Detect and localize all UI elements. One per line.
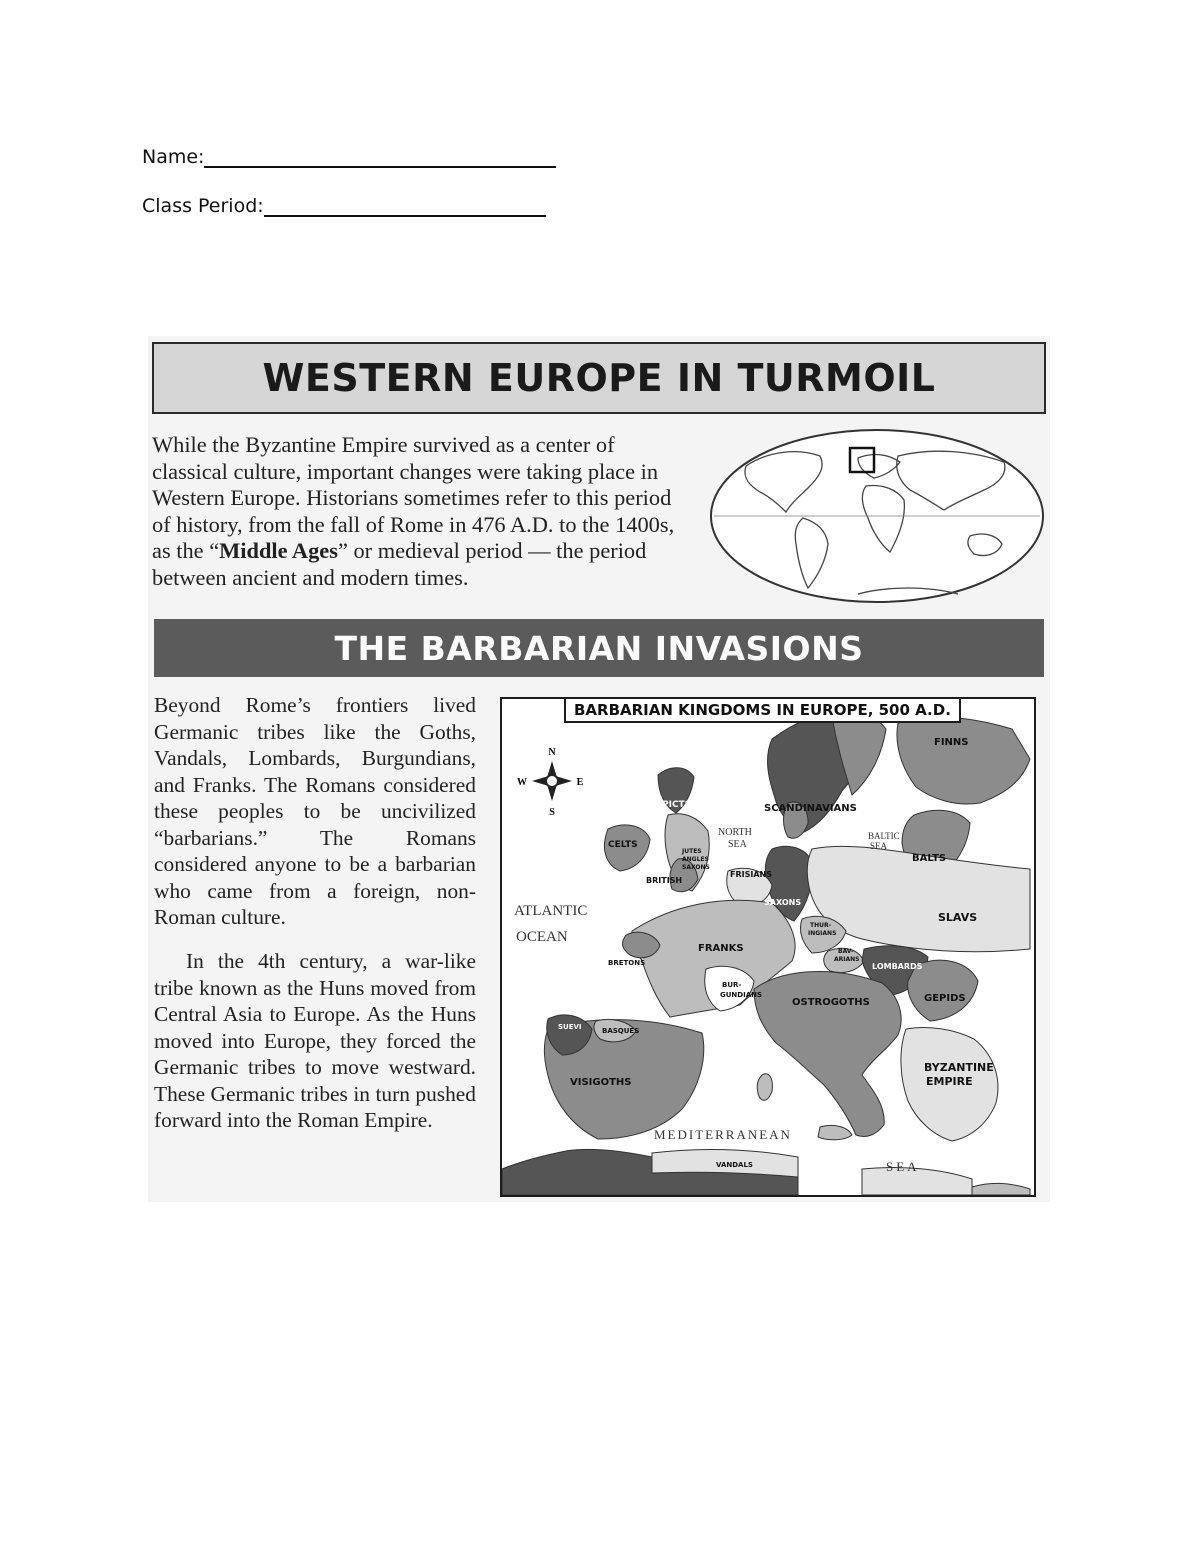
ocean-label: OCEAN — [516, 929, 568, 945]
franks-label: FRANKS — [698, 943, 744, 954]
british-label: BRITISH — [646, 876, 683, 885]
slavs-label: SLAVS — [938, 911, 978, 924]
jutes-label: JUTES — [682, 848, 702, 855]
name-field[interactable] — [142, 146, 556, 168]
ostrogoths-label: OSTROGOTHS — [792, 997, 870, 1008]
worksheet-scan — [148, 336, 1050, 1202]
intro-text-end: ” or medieval period — the period between ancient and modern times. — [152, 538, 647, 590]
class-period-field[interactable] — [142, 195, 546, 217]
byzantine-label-2: EMPIRE — [926, 1075, 973, 1088]
balts-label: BALTS — [912, 853, 947, 864]
section-banner — [154, 619, 1044, 677]
intro-bold-term: Middle Ages — [219, 538, 338, 564]
class-period-blank[interactable] — [264, 197, 546, 217]
north-sea-label-2: SEA — [728, 839, 747, 850]
class-period-label: Class Period: — [142, 195, 264, 217]
bavarians-label: BAV- — [838, 948, 854, 955]
scandinavians-label: SCANDINAVIANS — [764, 803, 857, 814]
picts-label: PICTS — [662, 800, 692, 810]
compass-rose-icon — [517, 747, 584, 818]
intro-text-start: While the Byzantine Empire survived as a center of classical culture, important changes were taking place in Western Europe. Historians sometimes refer to this period of history, from the fall of Rome in 476 A.D. to the 1400s, as the “ — [152, 432, 675, 564]
angles-label: ANGLES — [682, 856, 709, 863]
map-title: BARBARIAN KINGDOMS IN EUROPE, 500 A.D. — [564, 697, 961, 723]
north-sea-label: NORTH — [718, 827, 752, 838]
baltic-sea-label: SEA — [870, 841, 888, 851]
mediterranean-sea-label: SEA — [886, 1159, 920, 1174]
name-label: Name: — [142, 146, 205, 168]
burgundians-label: BUR- — [722, 981, 742, 989]
world-locator-map — [708, 426, 1046, 606]
huns-paragraph: In the 4th century, a war-like tribe known as the Huns moved from Central Asia to Europe. As the Huns moved into Europe, they forced the Germanic tribes to move westward. These Germanic tribes in turn pushed forward into the Roman Empire. — [154, 949, 476, 1132]
bretons-label: BRETONS — [608, 959, 646, 967]
map-drawing — [502, 699, 1034, 1195]
thuringians-label-2: INGIANS — [808, 930, 837, 937]
compass-w: W — [517, 777, 527, 788]
worksheet-title: WESTERN EUROPE IN TURMOIL — [262, 356, 936, 400]
barbarian-kingdoms-map — [500, 697, 1036, 1197]
section-title: THE BARBARIAN INVASIONS — [334, 628, 864, 668]
thuringians-label: THUR- — [810, 922, 832, 929]
compass-e: E — [576, 777, 584, 788]
gepids-label: GEPIDS — [924, 993, 966, 1004]
saxons-small-label: SAXONS — [682, 864, 710, 871]
visigoths-label: VISIGOTHS — [570, 1077, 632, 1088]
intro-paragraph — [152, 432, 692, 592]
basques-label: BASQUES — [602, 1027, 640, 1035]
suevi-label: SUEVI — [558, 1023, 582, 1031]
title-banner — [152, 342, 1046, 414]
mediterranean-label: MEDITERRANEAN — [654, 1127, 792, 1142]
byzantine-label: BYZANTINE — [924, 1061, 994, 1074]
finns-region — [897, 717, 1030, 804]
frisians-label: FRISIANS — [730, 870, 772, 879]
compass-s: S — [549, 807, 555, 818]
barbarians-paragraph: Beyond Rome’s frontiers lived Germanic tribes like the Goths, Vandals, Lombards, Burgundians, and Franks. The Romans considered these peoples to be uncivilized “barbarians.” The Romans considered anyone to be a barbarian who came from a foreign, non-Roman culture. — [154, 693, 476, 929]
saxons-label: SAXONS — [764, 898, 802, 907]
lombards-label: LOMBARDS — [872, 962, 923, 971]
vandals-label: VANDALS — [716, 1161, 753, 1169]
baltic-label: BALTIC — [868, 831, 900, 841]
atlantic-label: ATLANTIC — [514, 903, 588, 919]
compass-n: N — [548, 747, 556, 758]
finns-label: FINNS — [934, 737, 969, 748]
bavarians-label-2: ARIANS — [834, 956, 860, 963]
burgundians-label-2: GUNDIANS — [720, 991, 763, 999]
name-blank[interactable] — [204, 148, 556, 168]
celts-label: CELTS — [608, 840, 638, 850]
